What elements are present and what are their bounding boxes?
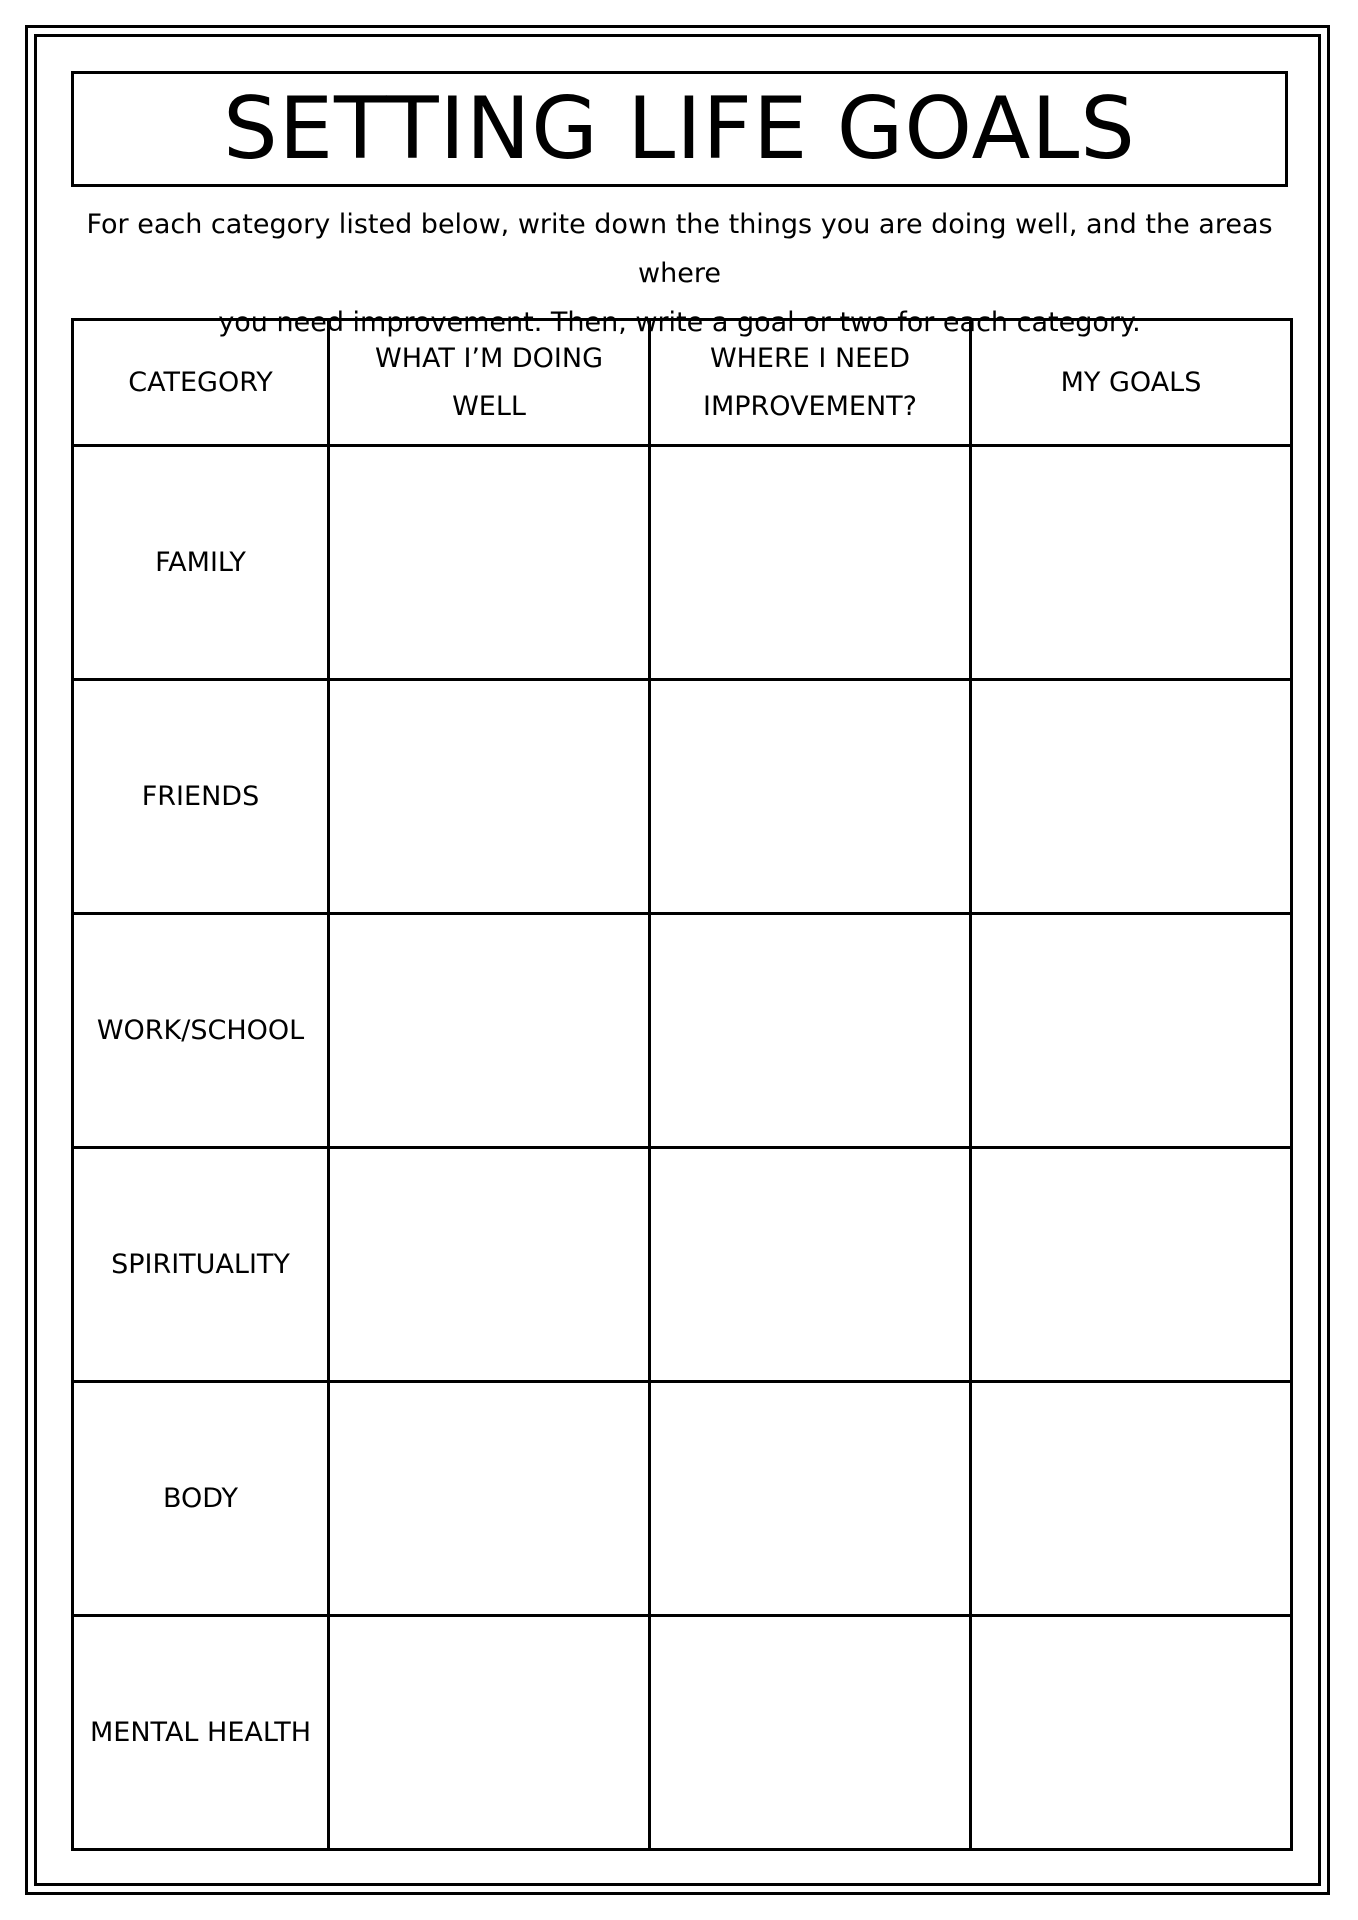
doing-well-cell[interactable] xyxy=(329,914,650,1148)
doing-well-cell[interactable] xyxy=(329,1382,650,1616)
header-goals: MY GOALS xyxy=(971,320,1292,446)
improvement-cell[interactable] xyxy=(650,1382,971,1616)
doing-well-cell[interactable] xyxy=(329,446,650,680)
improvement-cell[interactable] xyxy=(650,1616,971,1850)
doing-well-cell[interactable] xyxy=(329,1616,650,1850)
improvement-cell[interactable] xyxy=(650,680,971,914)
doing-well-cell[interactable] xyxy=(329,680,650,914)
header-doing-well: WHAT I’M DOING WELL xyxy=(329,320,650,446)
category-cell-mental-health: MENTAL HEALTH xyxy=(73,1616,329,1850)
category-cell-work-school: WORK/SCHOOL xyxy=(73,914,329,1148)
table-row xyxy=(73,1148,1292,1382)
instructions-line-2: you need improvement. Then, write a goal or two for each category. xyxy=(218,307,1141,338)
table-header-row xyxy=(73,320,1292,446)
table-row xyxy=(73,446,1292,680)
instructions-line-1: For each category listed below, write down the things you are doing well, and the areas where xyxy=(86,209,1273,289)
goals-table xyxy=(71,318,1293,1851)
category-cell-friends: FRIENDS xyxy=(73,680,329,914)
goals-cell[interactable] xyxy=(971,1616,1292,1850)
goals-cell[interactable] xyxy=(971,914,1292,1148)
table-row xyxy=(73,1616,1292,1850)
header-improvement-line-1: WHERE I NEED xyxy=(709,342,911,374)
table-row xyxy=(73,1382,1292,1616)
doing-well-cell[interactable] xyxy=(329,1148,650,1382)
category-cell-body: BODY xyxy=(73,1382,329,1616)
header-improvement-line-2: IMPROVEMENT? xyxy=(703,390,917,422)
improvement-cell[interactable] xyxy=(650,446,971,680)
header-improvement xyxy=(650,320,971,446)
table-row xyxy=(73,680,1292,914)
header-category: CATEGORY xyxy=(73,320,329,446)
improvement-cell[interactable] xyxy=(650,1148,971,1382)
goals-cell[interactable] xyxy=(971,1148,1292,1382)
goals-cell[interactable] xyxy=(971,680,1292,914)
category-cell-spirituality: SPIRITUALITY xyxy=(73,1148,329,1382)
goals-cell[interactable] xyxy=(971,1382,1292,1616)
improvement-cell[interactable] xyxy=(650,914,971,1148)
page-title: SETTING LIFE GOALS xyxy=(223,79,1136,179)
table-row xyxy=(73,914,1292,1148)
title-box xyxy=(71,71,1288,187)
goals-cell[interactable] xyxy=(971,446,1292,680)
category-cell-family: FAMILY xyxy=(73,446,329,680)
